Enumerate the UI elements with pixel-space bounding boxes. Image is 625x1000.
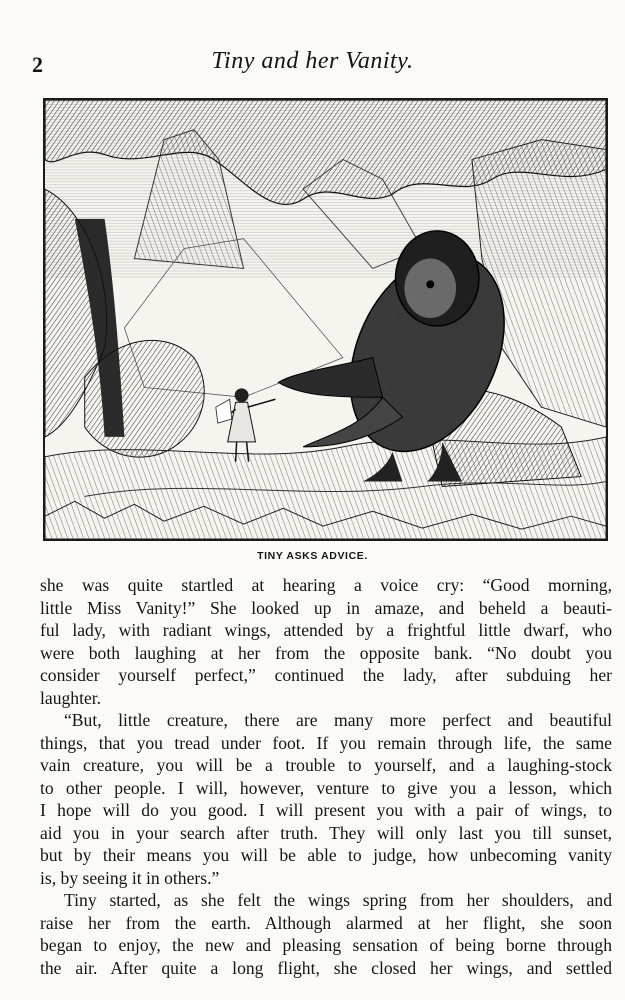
- text-line: “But, little creature, there are many more perfect and beautiful: [64, 710, 612, 730]
- text-line: laughter.: [40, 687, 102, 708]
- text-line: is, by seeing it in others.”: [40, 867, 220, 888]
- text-line: the air. After quite a long flight, she closed her wings, and settled: [40, 957, 612, 978]
- text-line: raise her from the earth. Although alarmed at her flight, she soon: [40, 912, 612, 933]
- text-line: ful lady, with radiant wings, attended by a frightful little dwarf, who: [40, 620, 612, 640]
- text-line: vain creature, you will be a trouble to yourself, and a laughing-stock: [40, 755, 612, 775]
- illustration-caption: TINY ASKS ADVICE.: [257, 550, 368, 562]
- engraving-owl-and-girl-illustration: [45, 100, 606, 539]
- text-line: little Miss Vanity!” She looked up in amaze, and beheld a beauti-: [40, 597, 612, 618]
- text-line: were both laughing at her from the opposite bank. “No doubt you: [40, 642, 612, 663]
- page-number: 2: [32, 52, 43, 77]
- text-line: began to enjoy, the new and pleasing sensation of being borne through: [40, 935, 612, 955]
- text-line: to other people. I will, however, venture to give you a lesson, which: [40, 777, 612, 798]
- text-line: consider yourself perfect,” continued the lady, after subduing her: [40, 665, 612, 685]
- text-line: things, that you tread under foot. If you remain through life, the same: [40, 732, 612, 753]
- text-line: but by their means you will be able to judge, how unbecoming vanity: [40, 845, 612, 865]
- engraving-illustration: [43, 98, 608, 541]
- running-title: Tiny and her Vanity.: [211, 48, 414, 74]
- text-line: I hope will do you good. I will present you with a pair of wings, to: [40, 800, 612, 820]
- body-text: [40, 574, 612, 979]
- text-line: she was quite startled at hearing a voice cry: “Good morning,: [40, 575, 612, 595]
- text-line: aid you in your search after truth. They will only last you till sunset,: [40, 822, 612, 843]
- text-line: Tiny started, as she felt the wings spring from her shoulders, and: [64, 890, 612, 910]
